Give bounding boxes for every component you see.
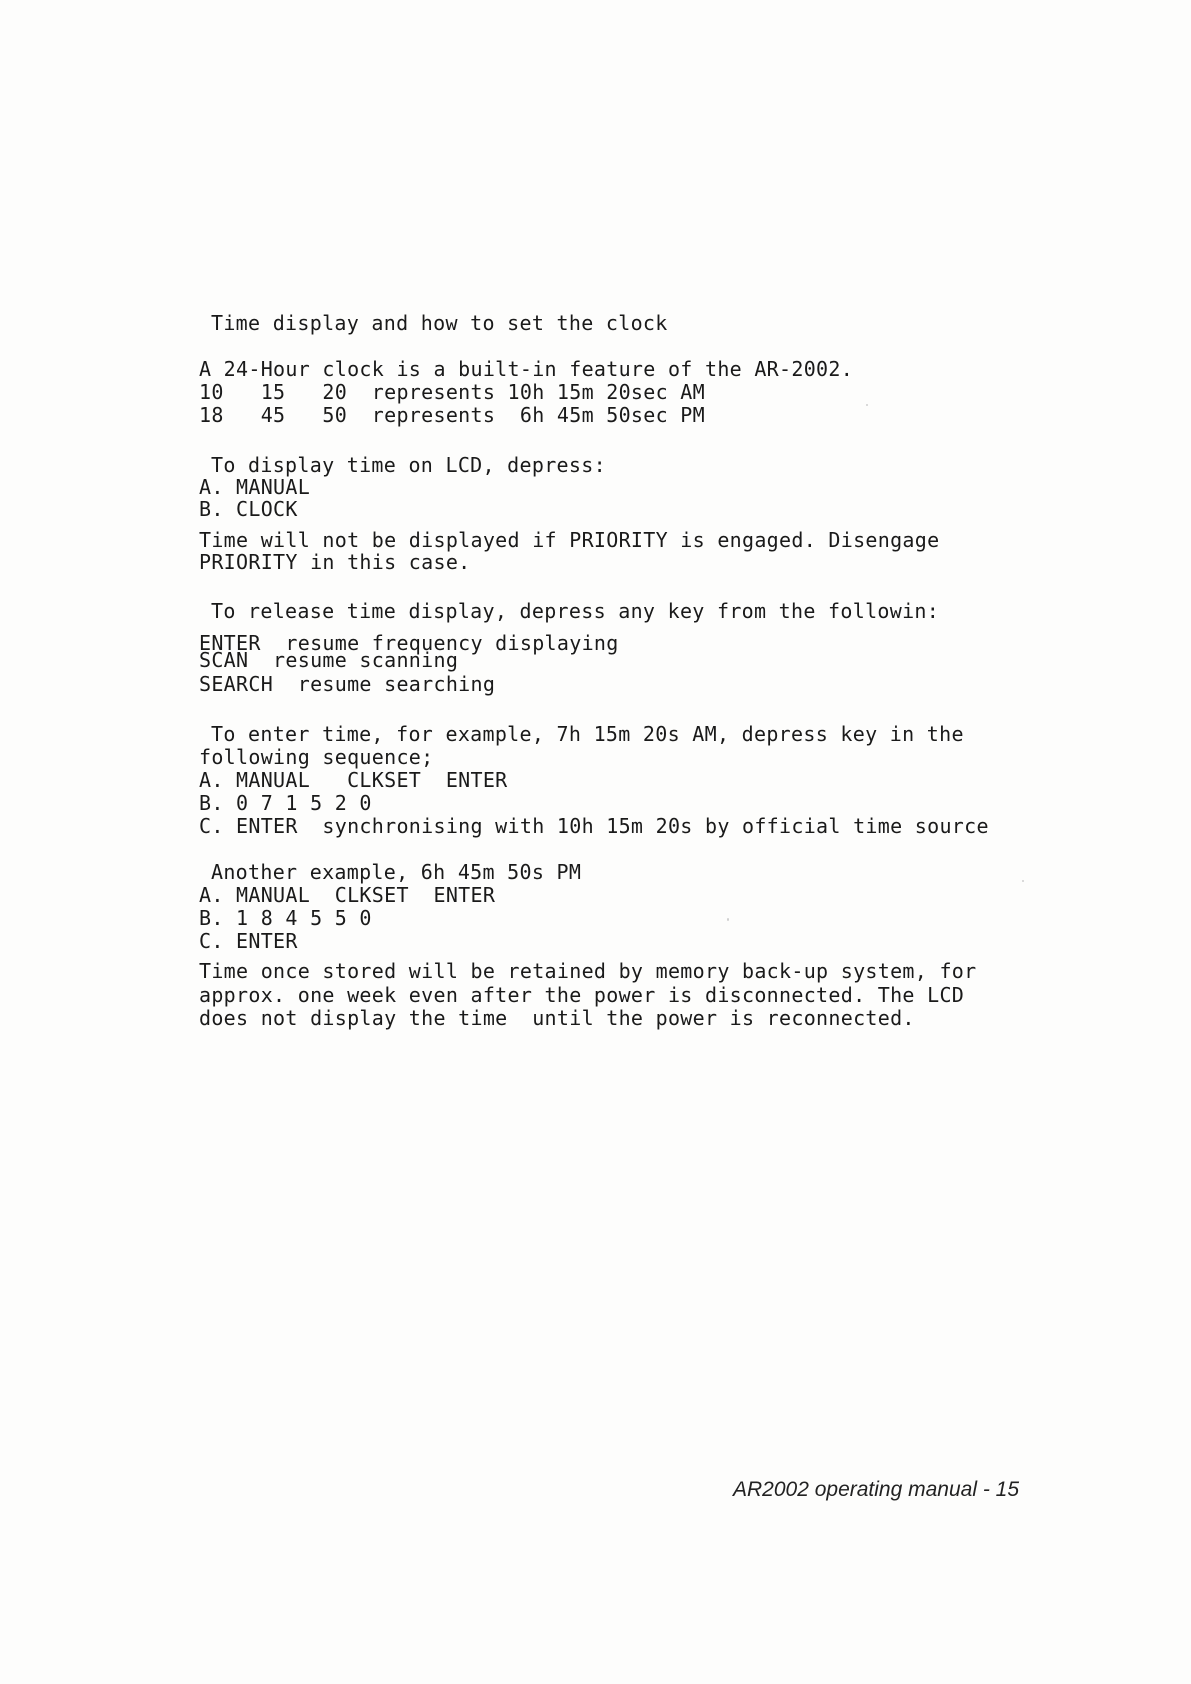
priority-note-line2: PRIORITY in this case. [199, 550, 471, 574]
clock-example-pm: 18 45 50 represents 6h 45m 50sec PM [199, 403, 705, 427]
another-example-step-c: C. ENTER [199, 929, 298, 953]
memory-note-line1: Time once stored will be retained by memory back-up system, for [199, 959, 977, 983]
release-search: SEARCH resume searching [199, 672, 496, 696]
display-step-a: A. MANUAL [199, 475, 311, 499]
display-intro: To display time on LCD, depress: [211, 453, 606, 477]
enter-time-step-b: B. 0 7 1 5 2 0 [199, 791, 372, 815]
another-example-step-a: A. MANUAL CLKSET ENTER [199, 883, 496, 907]
scan-speck [1022, 880, 1024, 882]
release-scan: SCAN resume scanning [199, 648, 459, 672]
clock-intro-line: A 24-Hour clock is a built-in feature of the AR-2002. [199, 357, 854, 381]
another-example-step-b: B. 1 8 4 5 5 0 [199, 906, 372, 930]
enter-time-line1: To enter time, for example, 7h 15m 20s AM, depress key in the [211, 722, 964, 746]
section-heading: Time display and how to set the clock [211, 311, 668, 335]
memory-note-line2: approx. one week even after the power is disconnected. The LCD [199, 983, 965, 1007]
enter-time-line2: following sequence; [199, 745, 434, 769]
release-enter: ENTER resume frequency displaying [199, 631, 619, 655]
display-step-b: B. CLOCK [199, 497, 298, 521]
release-intro: To release time display, depress any key from the followin: [211, 599, 940, 623]
priority-note-line1: Time will not be displayed if PRIORITY is engaged. Disengage [199, 528, 940, 552]
memory-note-line3: does not display the time until the power is reconnected. [199, 1006, 915, 1030]
enter-time-step-a: A. MANUAL CLKSET ENTER [199, 768, 508, 792]
page-footer: AR2002 operating manual - 15 [733, 1478, 1020, 1501]
another-example-intro: Another example, 6h 45m 50s PM [211, 860, 582, 884]
scan-speck [727, 918, 729, 921]
enter-time-step-c: C. ENTER synchronising with 10h 15m 20s by official time source [199, 814, 989, 838]
scan-speck [866, 404, 868, 406]
clock-example-am: 10 15 20 represents 10h 15m 20sec AM [199, 380, 705, 404]
